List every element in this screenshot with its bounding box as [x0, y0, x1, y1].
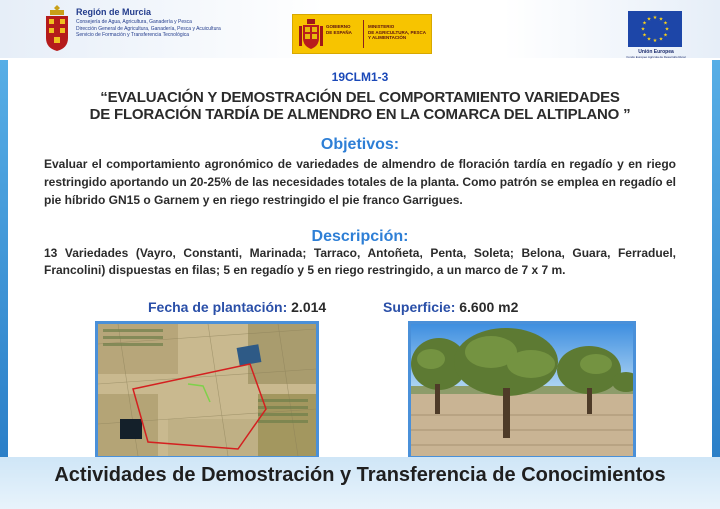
- objectives-heading: Objetivos:: [320, 136, 400, 153]
- svg-text:★: ★: [646, 16, 652, 23]
- divider: [363, 20, 364, 48]
- planting-date-label: Fecha de plantación:: [148, 299, 288, 315]
- svg-text:★: ★: [652, 38, 658, 44]
- ministry-line: DE AGRICULTURA, PESCA: [368, 29, 427, 35]
- svg-text:★: ★: [652, 15, 658, 21]
- svg-text:★: ★: [640, 26, 646, 33]
- ministry-line: MINISTERIO: [368, 24, 395, 29]
- project-title: [40, 89, 680, 123]
- objectives-text: Evaluar el comportamiento agronómico de variedades de almendro de floración tardía en regadío y en riego restringido aportando un 20-25% de las necesidades totales de la planta. Como patrón se emplea en regadío el pie híbrido GN15 o Garnem y en riego restringido el pie franco Garrigues.: [44, 157, 676, 207]
- svg-text:★: ★: [658, 36, 664, 43]
- region-line: Servicio de Formación y Transferencia Tecnológica: [76, 32, 190, 38]
- description-text: 13 Variedades (Vayro, Constanti, Marinada; Tarraco, Antoñeta, Penta, Soleta; Belona, Guara, Ferraduel, Francolini) dispuestas en filas; 5 en regadío y 5 en riego restringido, a un marco de 7 x 7 m.: [44, 246, 676, 277]
- ministerio-text: [368, 24, 428, 41]
- description-heading: Descripción:: [311, 228, 409, 245]
- gobierno-espana-logo: [292, 14, 432, 54]
- planting-date-value: 2.014: [291, 299, 327, 315]
- eu-sublabel: Fondo Europeo Agrícola de Desarrollo Rural: [626, 55, 686, 59]
- project-code: 19CLM1-3: [331, 70, 389, 84]
- region-murcia-text: [76, 7, 221, 39]
- spain-crest-icon: [298, 18, 324, 50]
- title-line: DE FLORACIÓN TARDÍA DE ALMENDRO EN LA COMARCA DEL ALTIPLANO ”: [89, 106, 631, 123]
- almond-trees-photo: [408, 321, 636, 459]
- region-line: Dirección General de Agricultura, Ganadería, Pesca y Acuicultura: [76, 25, 221, 32]
- region-line: Consejería de Agua, Agricultura, Ganadería y Pesca: [76, 19, 192, 25]
- header-band: [0, 0, 720, 58]
- title-line: “EVALUACIÓN Y DEMOSTRACIÓN DEL COMPORTAMIENTO VARIEDADES: [100, 89, 620, 106]
- footer-title: Actividades de Demostración y Transferencia de Conocimientos: [54, 464, 666, 486]
- svg-text:★: ★: [642, 32, 647, 39]
- eu-flag-icon: [628, 11, 682, 47]
- ministry-line: Y ALIMENTACIÓN: [368, 35, 407, 40]
- svg-text:★: ★: [658, 16, 664, 23]
- right-frame-bar: [712, 60, 720, 457]
- footer-band: [0, 457, 720, 509]
- svg-text:★: ★: [642, 20, 647, 27]
- svg-text:★: ★: [664, 26, 670, 33]
- gov-line: GOBIERNO: [326, 24, 351, 29]
- region-title: Región de Murcia: [76, 7, 152, 17]
- gov-line: DE ESPAÑA: [326, 29, 352, 35]
- surface-area: [383, 299, 518, 315]
- aerial-plot-photo: [95, 321, 319, 459]
- svg-text:★: ★: [663, 20, 668, 27]
- planting-date: [148, 299, 326, 315]
- surface-label: Superficie:: [383, 299, 456, 315]
- surface-value: 6.600 m2: [459, 299, 519, 315]
- region-murcia-shield-icon: [44, 4, 70, 52]
- eu-label: Unión Europea: [638, 49, 674, 55]
- gobierno-text: [326, 24, 362, 35]
- left-frame-bar: [0, 60, 8, 457]
- svg-text:★: ★: [646, 36, 652, 43]
- svg-text:★: ★: [663, 32, 668, 39]
